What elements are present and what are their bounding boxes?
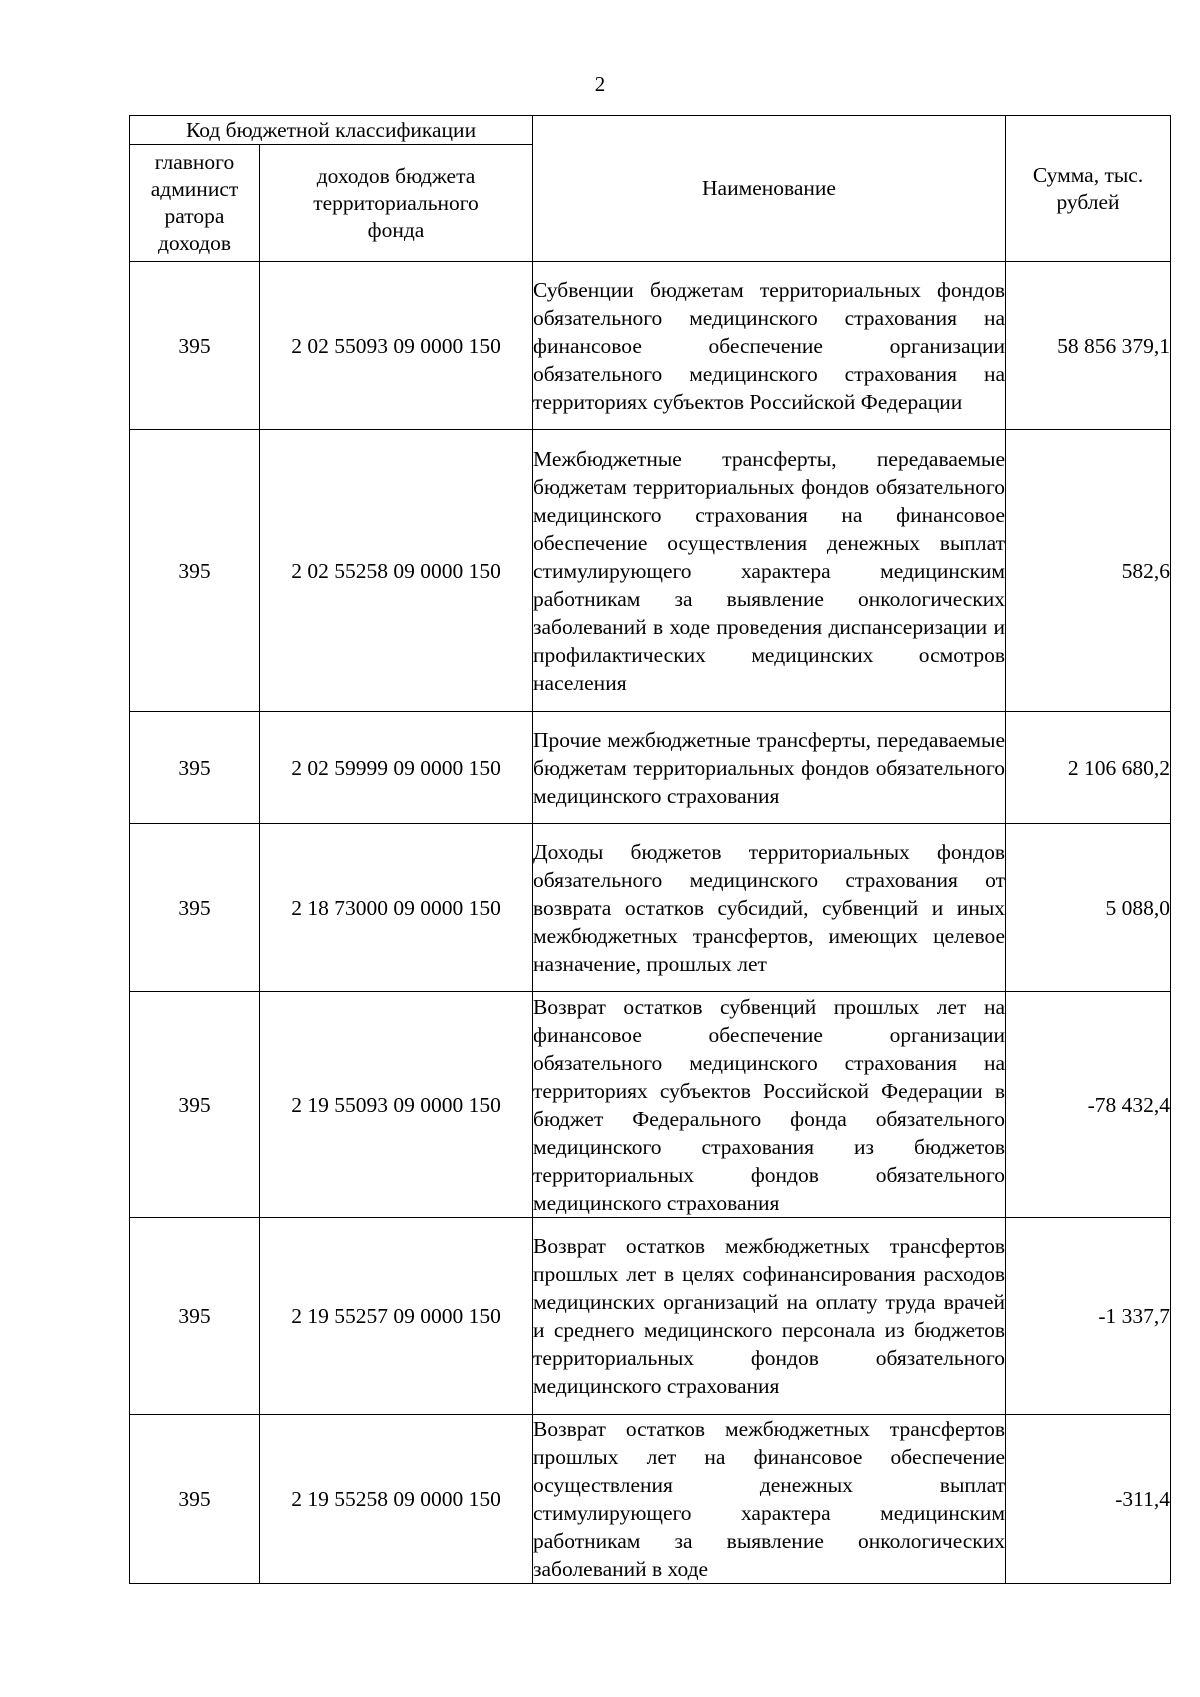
name-column-header: Наименование [533, 116, 1006, 262]
income-name-cell: Возврат остатков субвенций прошлых лет на финансовое обеспечение организации обязательного медицинского страхования на территориях субъектов Российской Федерации в бюджет Федерального фонда обязательного медицинского страхования из бюджетов территориальных фондов обязательного медицинского страхования [533, 992, 1006, 1218]
amount-cell: 58 856 379,1 [1006, 262, 1171, 430]
budget-income-table [129, 115, 1171, 1584]
table-row [130, 712, 1171, 824]
table-row [130, 1415, 1171, 1584]
page-number: 2 [594, 72, 606, 96]
admin-code-cell: 395 [130, 824, 260, 992]
territorial-fund-income-column-header: доходов бюджета территориального фонда [260, 145, 533, 262]
table-row [130, 824, 1171, 992]
income-code-cell: 2 19 55093 09 0000 150 [260, 992, 533, 1218]
table-header [130, 116, 1171, 262]
income-name-cell: Доходы бюджетов территориальных фондов обязательного медицинского страхования от возврата остатков субсидий, субвенций и иных межбюджетных трансфертов, имеющих целевое назначение, прошлых лет [533, 824, 1006, 992]
income-name-cell: Субвенции бюджетам территориальных фондов обязательного медицинского страхования на финансовое обеспечение организации обязательного медицинского страхования на территориях субъектов Российской Федерации [533, 262, 1006, 430]
income-name-cell: Возврат остатков межбюджетных трансфертов прошлых лет в целях софинансирования расходов медицинских организаций на оплату труда врачей и среднего медицинского персонала из бюджетов территориальных фондов обязательного медицинского страхования [533, 1218, 1006, 1415]
income-name-cell: Прочие межбюджетные трансферты, передаваемые бюджетам территориальных фондов обязательного медицинского страхования [533, 712, 1006, 824]
table-row [130, 430, 1171, 712]
admin-code-cell: 395 [130, 992, 260, 1218]
amount-cell: -311,4 [1006, 1415, 1171, 1584]
income-code-cell: 2 02 59999 09 0000 150 [260, 712, 533, 824]
amount-cell: 582,6 [1006, 430, 1171, 712]
admin-code-cell: 395 [130, 430, 260, 712]
admin-code-cell: 395 [130, 1218, 260, 1415]
income-code-cell: 2 18 73000 09 0000 150 [260, 824, 533, 992]
amount-cell: 5 088,0 [1006, 824, 1171, 992]
amount-cell: -78 432,4 [1006, 992, 1171, 1218]
income-code-cell: 2 19 55258 09 0000 150 [260, 1415, 533, 1584]
chief-administrator-column-header: главного админист ратора доходов [130, 145, 260, 262]
income-name-cell: Межбюджетные трансферты, передаваемые бюджетам территориальных фондов обязательного медицинского страхования на финансовое обеспечение осуществления денежных выплат стимулирующего характера медицинским работникам за выявление онкологических заболеваний в ходе проведения диспансеризации и профилактических медицинских осмотров населения [533, 430, 1006, 712]
admin-code-cell: 395 [130, 1415, 260, 1584]
amount-column-header: Сумма, тыс. рублей [1006, 116, 1171, 262]
income-code-cell: 2 19 55257 09 0000 150 [260, 1218, 533, 1415]
income-code-cell: 2 02 55258 09 0000 150 [260, 430, 533, 712]
table-row [130, 992, 1171, 1218]
budget-classification-code-header: Код бюджетной классификации [130, 116, 533, 145]
table-row [130, 1218, 1171, 1415]
amount-cell: -1 337,7 [1006, 1218, 1171, 1415]
amount-cell: 2 106 680,2 [1006, 712, 1171, 824]
admin-code-cell: 395 [130, 712, 260, 824]
table-row [130, 262, 1171, 430]
income-name-cell: Возврат остатков межбюджетных трансфертов прошлых лет на финансовое обеспечение осуществления денежных выплат стимулирующего характера медицинским работникам за выявление онкологических заболеваний в ходе [533, 1415, 1006, 1584]
income-code-cell: 2 02 55093 09 0000 150 [260, 262, 533, 430]
admin-code-cell: 395 [130, 262, 260, 430]
